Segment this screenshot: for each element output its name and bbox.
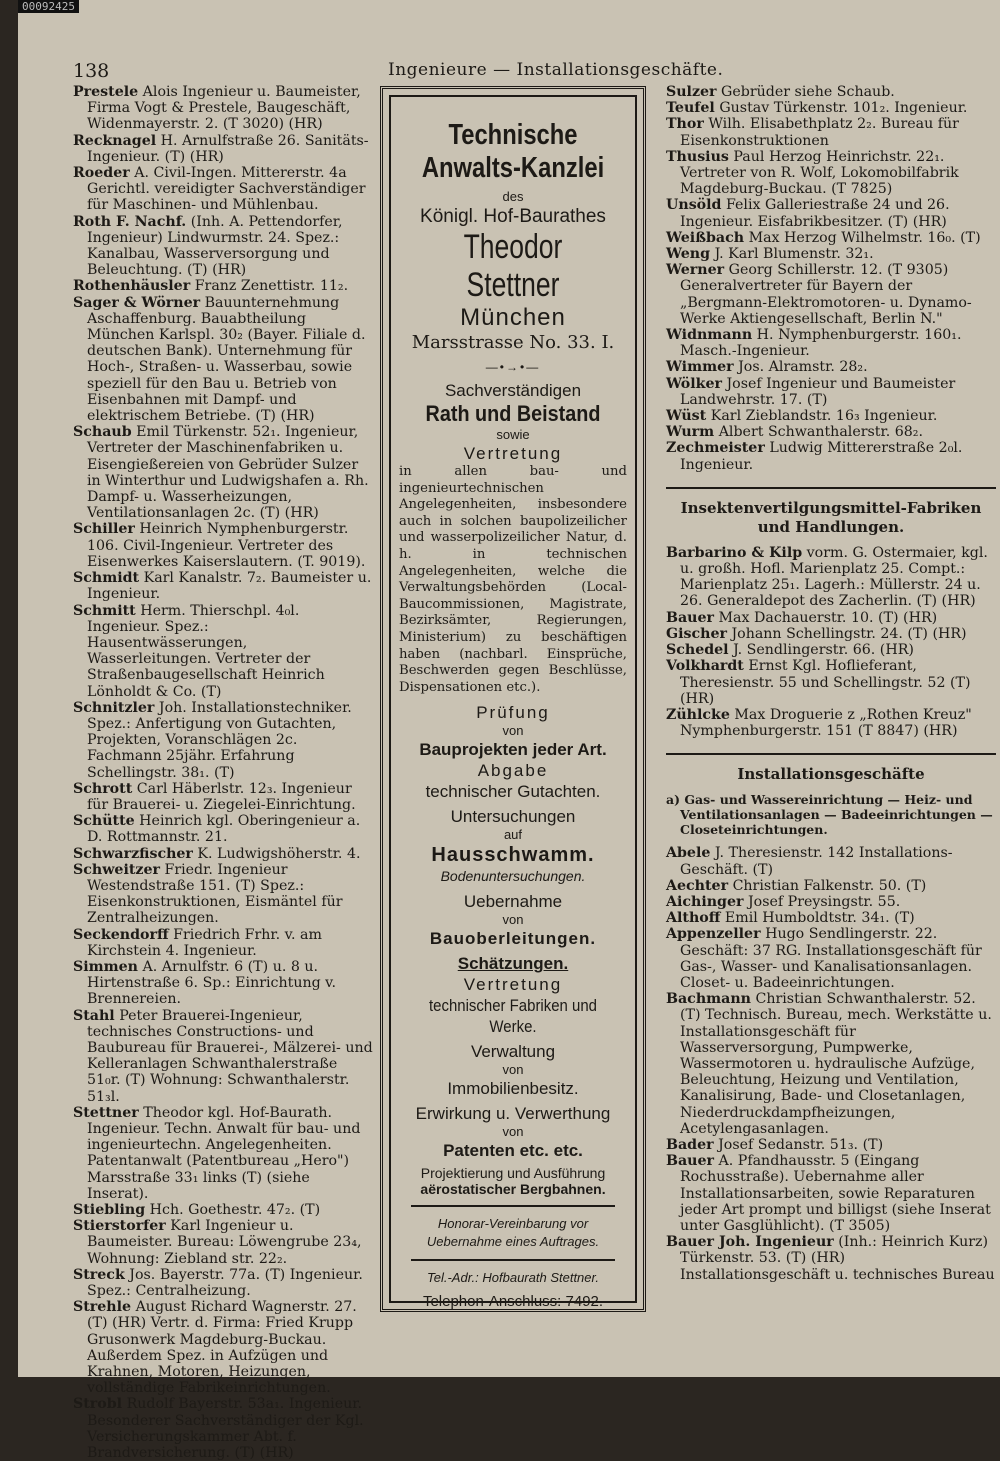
entry-text: Peter Brauerei-Ingenieur, technisches Constructions- und Baubureau für Brauerei-, Mälzerei- und Kelleranlagen Schwanthalerstraße 51₀r. (T) Wohnung: Schwanthalerstr. 51₃l. xyxy=(87,1007,373,1105)
entry-name: Simmen xyxy=(73,958,139,975)
ad-line-sachverstaendigen: Sachverständigen xyxy=(444,381,582,400)
ad-honorar: Honorar-Vereinbarung vor Uebernahme eines Auftrages. xyxy=(426,1216,600,1250)
entry-name: Schütte xyxy=(73,813,135,830)
entry-text: vorm. G. Ostermaier, kgl. u. großh. Hofl. Marienplatz 25. Compt.: Marienplatz 25₁. Lagerh.: Müllerstr. 24 u. 26. Generaldepot des Zacherlin. (T) (HR) xyxy=(680,544,988,610)
entry-name: Schaub xyxy=(73,424,132,441)
directory-entry xyxy=(73,1299,373,1396)
entry-name: Zechmeister xyxy=(666,440,765,457)
entry-name: Roth F. Nachf. xyxy=(73,213,187,230)
ad-address: Marsstrasse No. 33. I. xyxy=(411,332,615,353)
entry-text: August Richard Wagnerstr. 27. (T) (HR) Vertr. d. Firma: Fried Krupp Grusonwerk Magdeburg-Buckau. Außerdem Spez. in Aufzügen und Krahnen, Motoren, Heizungen, vollständige Fabrikeinrichtungen. xyxy=(87,1299,357,1397)
directory-entry xyxy=(666,610,996,626)
entry-name: Stettner xyxy=(73,1104,139,1121)
entry-text: Karl Kanalstr. 7₂. Baumeister u. Ingenieur. xyxy=(87,570,372,603)
entry-text: Gebrüder siehe Schaub. xyxy=(721,84,895,100)
directory-entry xyxy=(666,642,996,658)
ad-patenten: Patenten etc. etc. xyxy=(443,1141,583,1161)
entry-text: Ludwig Mittererstraße 2₀l. Ingenieur. xyxy=(680,440,963,473)
entry-text: A. Civil-Ingen. Mittererstr. 4a Gerichtl. vereidigter Sachverständiger für Maschinen- und Mühlenbau. xyxy=(87,165,366,214)
entry-name: Seckendorff xyxy=(73,926,169,943)
ad-rank: Königl. Hof-Baurathes xyxy=(420,206,606,227)
directory-entry xyxy=(666,408,996,424)
entry-text: Herm. Thierschpl. 4₀l. Ingenieur. Spez.: Hausentwässerungen, Wasserleitungen. Vertreter der Straßenbaugesellschaft Heinrich Lönholdt & Co. (T) xyxy=(87,602,325,700)
directory-entry xyxy=(666,707,996,739)
directory-entry xyxy=(666,424,996,440)
entry-name: Weißbach xyxy=(666,229,745,246)
ad-auf: auf xyxy=(503,827,523,843)
directory-entry xyxy=(666,376,996,408)
directory-entry xyxy=(73,959,373,1008)
entry-text: Theodor kgl. Hof-Baurath. Ingenieur. Techn. Anwalt für bau- und ingenieurtechn. Angelegenheiten. Patentanwalt (Patentbureau „Hero") Marsstraße 33₁ links (T) (siehe Inserat). xyxy=(87,1104,361,1202)
ad-schaetzungen: Schätzungen. xyxy=(457,954,569,974)
directory-entry xyxy=(73,1218,373,1267)
ad-vertretung-2: Vertretung xyxy=(463,975,563,995)
directory-entry xyxy=(73,133,373,165)
entry-name: Wimmer xyxy=(666,359,734,376)
directory-entry xyxy=(73,424,373,521)
entry-text: Hch. Goethestr. 47₂. (T) xyxy=(149,1202,321,1219)
section-installation: Installationsgeschäfte xyxy=(737,765,925,784)
running-head: Ingenieure — Installationsgeschäfte. xyxy=(388,60,724,80)
entry-text: Max Droguerie z „Rothen Kreuz" Nymphenburgerstr. 151 (T 8847) (HR) xyxy=(680,706,972,740)
ad-bergbahnen: aërostatischer Bergbahnen. xyxy=(420,1181,606,1198)
entry-text: J. Sendlingerstr. 66. (HR) xyxy=(733,642,914,659)
directory-entry xyxy=(666,149,996,198)
entry-name: Werner xyxy=(666,262,725,279)
entry-text: Emil Humboldtstr. 34₁. (T) xyxy=(724,910,915,927)
entry-name: Zühlcke xyxy=(666,706,730,723)
entry-text: Franz Zenettistr. 11₂. xyxy=(194,278,349,295)
entry-name: Wurm xyxy=(666,424,715,441)
entry-text: Jos. Alramstr. 28₂. xyxy=(738,359,868,376)
ad-pruefung: Prüfung xyxy=(476,703,550,723)
section-rule-2 xyxy=(666,753,996,755)
entry-text: Alois Ingenieur u. Baumeister, Firma Vogt & Prestele, Baugeschäft, Widenmayerstr. 2. (T 3020) (HR) xyxy=(87,84,361,133)
ad-untersuchungen: Untersuchungen xyxy=(450,807,576,827)
entry-name: Althoff xyxy=(666,910,721,927)
entry-name: Bauer xyxy=(666,1153,715,1170)
entry-name: Schmidt xyxy=(73,570,140,587)
entry-name: Bader xyxy=(666,1136,714,1153)
directory-entry xyxy=(666,845,996,877)
entry-text: Emil Türkenstr. 52₁. Ingenieur, Vertreter der Maschinenfabriken u. Eisengießereien von Gebrüder Sulzer in Winterthur und Ludwigshafen a. Rh. Dampf- u. Wasserheizungen, Ventilationsanlagen 2c. (T) (HR) xyxy=(87,424,369,522)
entry-name: Appenzeller xyxy=(666,926,761,943)
entry-text: A. Arnulfstr. 6 (T) u. 8 u. Hirtenstraße 6. Sp.: Einrichtung v. Brennereien. xyxy=(87,958,337,1008)
entry-text: Jos. Bayerstr. 77a. (T) Ingenieur. Spez.: Centralheizung. xyxy=(87,1266,363,1300)
entry-name: Thusius xyxy=(666,148,729,165)
entry-name: Barbarino & Kilp xyxy=(666,544,803,561)
ad-von-1: von xyxy=(502,723,524,739)
entry-name: Aechter xyxy=(666,877,729,894)
entry-name: Stierstorfer xyxy=(73,1218,166,1235)
entry-name: Schwarzfischer xyxy=(73,845,193,862)
entry-text: J. Karl Blumenstr. 32₁. xyxy=(714,246,874,263)
entry-text: H. Nymphenburgerstr. 160₁. Masch.-Ingenieur. xyxy=(680,327,962,360)
entry-text: Wilh. Elisabethplatz 2₂. Bureau für Eisenkonstruktionen xyxy=(680,116,959,149)
ad-body: in allen bau- und ingenieurtechnischen Angelegenheiten, insbesondere auch in solchen baupolizeilicher und wasserpolizeilicher Natur, d. h. in technischen Angelegenheiten, welche die Verwaltungsbehörden (Local-Baucommissionen, Magistrate, Bezirksämter, Regierungen, Ministerium) zu beschäftigen haben (nachbarl. Einsprüche, Beschwerden gegen Beschlüsse, Dispensationen etc.). xyxy=(399,464,627,695)
entry-text: A. Pfandhausstr. 5 (Eingang Rochusstraße). Uebernahme aller Installationsarbeiten, sowie Reparaturen jeder Art prompt und billigst (siehe Inserat unter Gasglühlicht). (T 3505) xyxy=(680,1153,991,1234)
entry-name: Thor xyxy=(666,116,704,133)
entry-name: Roeder xyxy=(73,165,130,182)
right-column xyxy=(666,84,996,1283)
directory-entry xyxy=(666,230,996,246)
directory-entry xyxy=(666,1234,996,1283)
section-rule-1 xyxy=(666,487,996,489)
entry-text: Friedrich Frhr. v. am Kirchstein 4. Ingenieur. xyxy=(87,926,322,959)
entry-text: Albert Schwanthalerstr. 68₂. xyxy=(718,424,923,441)
advertisement xyxy=(380,86,646,1312)
ad-des: des xyxy=(502,189,524,204)
subsection-a: a) Gas- und Wassereinrichtung — Heiz- und Ventilationsanlagen — Badeeinrichtungen — Closeteinrichtungen. xyxy=(666,792,993,838)
entry-name: Wölker xyxy=(666,375,722,392)
ad-vertretung: Vertretung xyxy=(463,444,563,463)
ad-von-2: von xyxy=(502,912,524,928)
entry-name: Schrott xyxy=(73,780,133,797)
entry-text: J. Theresienstr. 142 Installations-Geschäft. (T) xyxy=(680,845,953,878)
entry-text: Gustav Türkenstr. 101₂. Ingenieur. xyxy=(719,100,968,117)
entry-text: Heinrich Nymphenburgerstr. 106. Civil-Ingenieur. Vertreter des Eisenwerkes Kaiserslautern. (T. 9019). xyxy=(87,521,366,570)
directory-entry xyxy=(73,700,373,781)
entry-name: Gischer xyxy=(666,625,727,642)
directory-entry xyxy=(666,440,996,472)
ad-projektierung: Projektierung und Ausführung xyxy=(420,1165,606,1182)
directory-entry xyxy=(73,1105,373,1202)
ad-divider xyxy=(411,1205,615,1207)
ad-sowie: sowie xyxy=(496,427,530,442)
directory-entry xyxy=(666,327,996,359)
entry-name: Weng xyxy=(666,246,711,263)
ad-bodenuntersuchungen: Bodenuntersuchungen. xyxy=(440,868,586,885)
directory-entry xyxy=(666,1153,996,1234)
entry-name: Volkhardt xyxy=(666,658,744,675)
right-entries-top xyxy=(666,84,996,473)
directory-entry xyxy=(666,246,996,262)
entry-name: Sulzer xyxy=(666,84,717,100)
page-number: 138 xyxy=(73,60,110,82)
ad-telephon: Telephon-Anschluss: 7492. xyxy=(422,1293,604,1311)
entry-name: Prestele xyxy=(73,84,139,100)
entry-text: H. Arnulfstraße 26. Sanitäts-Ingenieur. (T) (HR) xyxy=(87,132,369,165)
entry-text: Paul Herzog Heinrichstr. 22₁. Vertreter von R. Wolf, Lokomobilfabrik Magdeburg-Buckau. (T 7825) xyxy=(680,148,959,198)
directory-entry xyxy=(73,862,373,927)
entry-name: Schiller xyxy=(73,521,135,538)
entry-name: Schmitt xyxy=(73,602,136,619)
ad-von-3: von xyxy=(502,1062,524,1078)
entry-text: Karl Zieblandstr. 16₃ Ingenieur. xyxy=(710,408,938,425)
directory-entry xyxy=(73,295,373,425)
entry-text: Rudolf Bayerstr. 53a₁. Ingenieur. Besonderer Sachverständiger der Kgl. Versicherungskammer Abt. f. Brandversicherung. (T) (HR) xyxy=(87,1396,364,1461)
ad-gutachten: technischer Gutachten. xyxy=(425,782,601,802)
directory-entry xyxy=(666,878,996,894)
directory-entry xyxy=(73,570,373,602)
ad-fabriken: technischer Fabriken und Werke. xyxy=(429,996,597,1037)
directory-entry xyxy=(73,165,373,214)
directory-entry xyxy=(73,927,373,959)
directory-entry xyxy=(73,1267,373,1299)
directory-entry xyxy=(73,84,373,133)
section-insekten: Insektenvertilgungsmittel-Fabriken und Handlungen. xyxy=(680,498,982,536)
entry-text: Georg Schillerstr. 12. (T 9305) Generalvertreter für Bayern der „Bergmann-Elektromotoren- u. Dynamo-Werke Aktiengesellschaft, Berlin N." xyxy=(680,262,972,327)
entry-text: Ernst Kgl. Hoflieferant, Theresienstr. 55 und Schellingstr. 52 (T) (HR) xyxy=(680,658,971,707)
entry-text: Friedr. Ingenieur Westendstraße 151. (T) Spez.: Eisenkonstruktionen, Eismäntel für Zentralheizungen. xyxy=(87,861,343,927)
ad-name: Theodor Stettner xyxy=(463,228,563,304)
entry-text: Christian Schwanthalerstr. 52. (T) Technisch. Bureau, mech. Werkstätte u. Installationsgeschäft für Wasserversorgung, Pumpwerke, Wassermotoren u. hydraulische Aufzüge, Beleuchtung, Heizung und Ventilation, Kanalisirung, Bade- und Closetanlagen, Niederdruckdampfheizungen, Acetylengasanlagen. xyxy=(680,991,992,1137)
ad-bauprojekten: Bauprojekten jeder Art. xyxy=(419,740,607,760)
entry-name: Bachmann xyxy=(666,991,751,1008)
entry-name: Schnitzler xyxy=(73,699,155,716)
entry-text: (Inh.: Heinrich Kurz) Türkenstr. 53. (T) (HR) Installationsgeschäft u. technisches Bureau xyxy=(680,1234,995,1283)
entry-text: Josef Sedanstr. 51₃. (T) xyxy=(718,1136,884,1153)
directory-entry xyxy=(666,197,996,229)
directory-entry xyxy=(666,894,996,910)
left-column xyxy=(73,84,373,1461)
entry-name: Teufel xyxy=(666,100,715,117)
right-entries-bottom xyxy=(666,845,996,1282)
ad-hausschwamm: Hausschwamm. xyxy=(431,844,595,867)
directory-entry xyxy=(666,100,996,116)
advertisement-frame xyxy=(389,95,637,1311)
entry-name: Schedel xyxy=(666,642,729,659)
entry-text: Johann Schellingstr. 24. (T) (HR) xyxy=(731,625,967,642)
entry-text: K. Ludwigshöherstr. 4. xyxy=(197,845,361,862)
right-entries-mid xyxy=(666,545,996,739)
ad-verwaltung: Verwaltung xyxy=(470,1042,556,1062)
entry-name: Unsöld xyxy=(666,197,722,214)
directory-entry xyxy=(73,1008,373,1105)
entry-text: Joh. Installationstechniker. Spez.: Anfertigung von Gutachten, Projekten, Voranschlägen 2c. Fachmann 25jähr. Erfahrung Schellingstr. 38₁. (T) xyxy=(87,699,352,781)
entry-name: Stahl xyxy=(73,1007,115,1024)
ad-bauoberleitungen: Bauoberleitungen. xyxy=(429,929,597,949)
directory-entry xyxy=(666,116,996,148)
directory-entry xyxy=(666,991,996,1137)
entry-name: Bauer Joh. Ingenieur xyxy=(666,1234,834,1251)
entry-text: Heinrich kgl. Oberingenieur a. D. Rottmannstr. 21. xyxy=(87,813,361,846)
entry-text: Max Dachauerstr. 10. (T) (HR) xyxy=(718,609,938,626)
entry-text: Josef Ingenieur und Baumeister Landwehrstr. 17. (T) xyxy=(680,375,956,408)
ad-line-rath: Rath und Beistand xyxy=(425,401,601,426)
entry-name: Rothenhäusler xyxy=(73,278,191,295)
page-id: 00092425 xyxy=(18,0,79,13)
entry-name: Strehle xyxy=(73,1299,132,1316)
directory-entry xyxy=(666,545,996,610)
entry-name: Schweitzer xyxy=(73,861,160,878)
ad-erwirkung: Erwirkung u. Verwerthung xyxy=(415,1104,611,1124)
entry-text: Bauunternehmung Aschaffenburg. Bauabtheilung München Karlspl. 30₂ (Bayer. Filiale d. deutschen Bank). Unternehmung für Hoch-, Straßen- u. Wasserbau, sowie speziell für den Bau u. Betrieb von Eisenbahnen mit Dampf- und elektrischem Betriebe. (T) (HR) xyxy=(87,294,366,425)
entry-text: Karl Ingenieur u. Baumeister. Bureau: Löwengrube 23₄, Wohnung: Ziebland str. 22₂. xyxy=(87,1218,362,1267)
entry-name: Bauer xyxy=(666,609,715,626)
directory-entry xyxy=(666,359,996,375)
directory-entry xyxy=(73,781,373,813)
entry-name: Sager & Wörner xyxy=(73,294,201,311)
ad-immobilien: Immobilienbesitz. xyxy=(447,1079,579,1099)
entry-text: Christian Falkenstr. 50. (T) xyxy=(732,877,927,894)
entry-name: Wüst xyxy=(666,408,707,425)
ad-ornament: —•→•— xyxy=(485,360,541,374)
directory-entry xyxy=(73,813,373,845)
directory-entry xyxy=(73,521,373,570)
directory-entry xyxy=(666,1137,996,1153)
directory-entry xyxy=(73,846,373,862)
directory-entry xyxy=(73,1202,373,1218)
entry-text: (Inh. A. Pettendorfer, Ingenieur) Lindwurmstr. 24. Spez.: Kanalbau, Wasserversorgung und Beleuchtung. (T) (HR) xyxy=(87,213,343,279)
directory-entry xyxy=(73,603,373,700)
ad-city: München xyxy=(460,304,566,331)
ad-von-4: von xyxy=(502,1124,524,1140)
entry-name: Streck xyxy=(73,1266,125,1283)
entry-text: Hugo Sendlingerstr. 22. Geschäft: 37 RG. Installationsgeschäft für Gas-, Wasser- und Kanalisationsanlagen. Closet- u. Badeeinrichtungen. xyxy=(680,926,982,991)
directory-entry xyxy=(666,262,996,327)
entry-name: Abele xyxy=(666,845,711,862)
entry-text: Carl Häberlstr. 12₃. Ingenieur für Brauerei- u. Ziegelei-Einrichtung. xyxy=(87,780,356,813)
entry-name: Stiebling xyxy=(73,1202,146,1219)
directory-entry xyxy=(666,658,996,707)
entry-text: Max Herzog Wilhelmstr. 16₀. (T) xyxy=(748,229,981,246)
directory-entry xyxy=(73,278,373,294)
entry-name: Recknagel xyxy=(73,132,157,149)
entry-name: Aichinger xyxy=(666,893,744,910)
directory-entry xyxy=(666,910,996,926)
directory-entry xyxy=(73,214,373,279)
entry-text: Josef Preysingstr. 55. xyxy=(748,893,901,910)
entry-name: Strobl xyxy=(73,1396,123,1413)
directory-entry xyxy=(666,926,996,991)
entry-name: Widnmann xyxy=(666,327,753,344)
directory-entry xyxy=(73,1396,373,1461)
directory-entry xyxy=(666,626,996,642)
ad-divider-2 xyxy=(411,1259,615,1261)
directory-page xyxy=(18,0,1000,1461)
entry-text: Felix Galleriestraße 24 und 26. Ingenieur. Eisfabrikbesitzer. (T) (HR) xyxy=(680,197,950,230)
ad-title: Technische Anwalts-Kanzlei xyxy=(421,119,605,184)
ad-abgabe: Abgabe xyxy=(477,761,549,781)
directory-entry xyxy=(666,84,996,100)
ad-uebernahme: Uebernahme xyxy=(463,892,563,912)
ad-teladr: Tel.-Adr.: Hofbaurath Stettner. xyxy=(427,1270,599,1286)
